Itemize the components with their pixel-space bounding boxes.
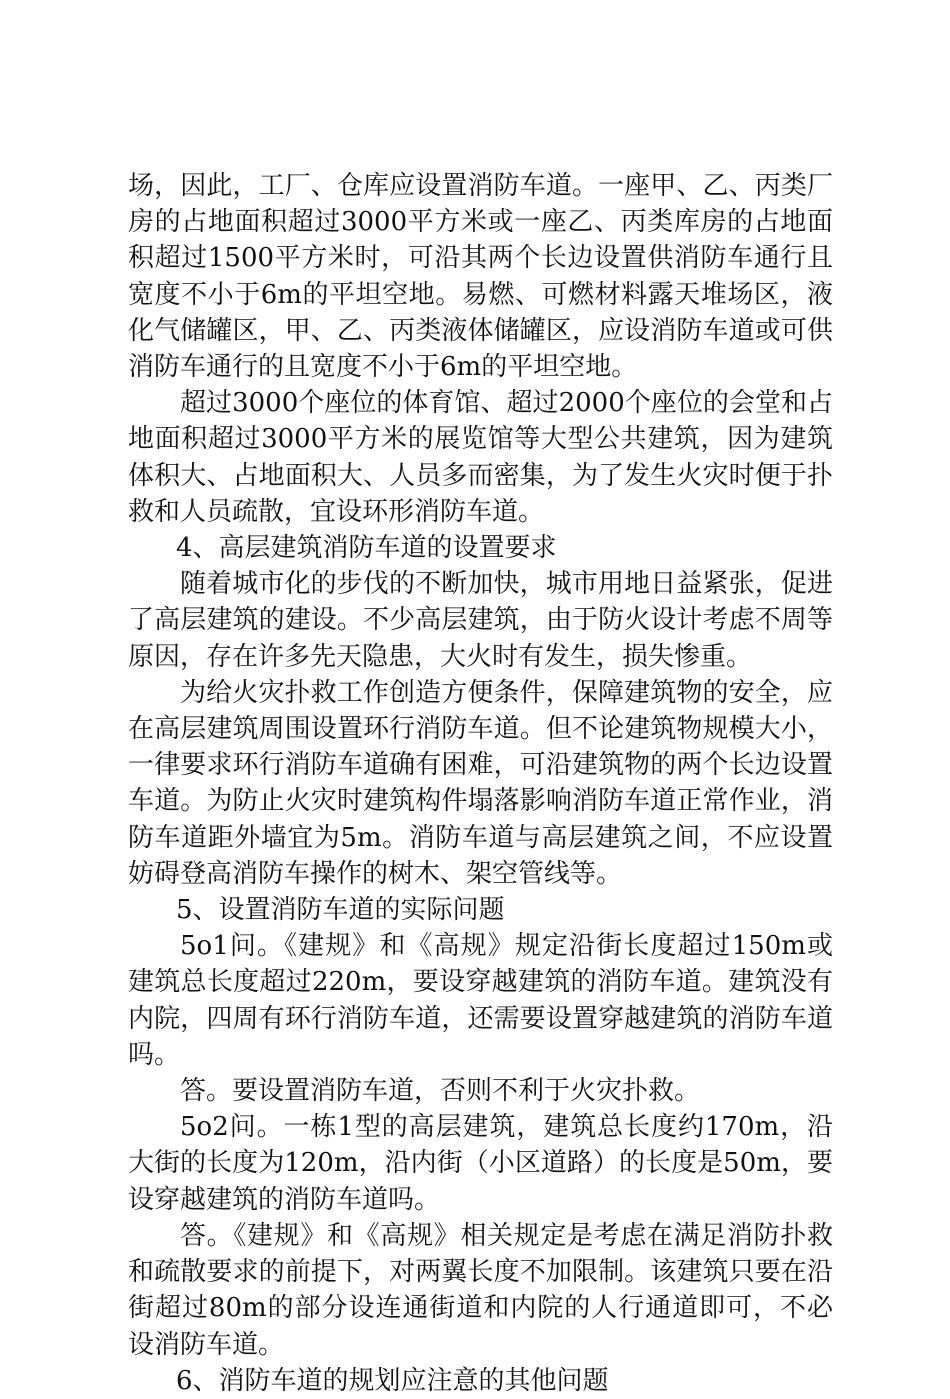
document-page: [128, 168, 833, 1399]
paragraph-question-5-2: 5o2问。一栋1型的高层建筑，建筑总长度约170m，沿大街的长度为120m，沿内街（小区道路）的长度是50m，要设穿越建筑的消防车道吗。: [128, 1112, 833, 1215]
paragraph-public-building-ring-lanes: 超过3000个座位的体育馆、超过2000个座位的会堂和占地面积超过3000平方米的展览馆等大型公共建筑，因为建筑体积大、占地面积大、人员多而密集，为了发生火灾时便于扑救和人员疏散，宜设环形消防车道。: [128, 388, 833, 527]
section-heading-4: 4、高层建筑消防车道的设置要求: [176, 533, 557, 564]
section-heading-6: 6、消防车道的规划应注意的其他问题: [176, 1365, 609, 1396]
paragraph-question-5-1: 5o1问。《建规》和《高规》规定沿街长度超过150m或建筑总长度超过220m，要设穿越建筑的消防车道。建筑没有内院，四周有环行消防车道，还需要设置穿越建筑的消防车道吗。: [128, 931, 833, 1070]
paragraph-urbanization: 随着城市化的步伐的不断加快，城市用地日益紧张，促进了高层建筑的建设。不少高层建筑，由于防火设计考虑不周等原因，存在许多先天隐患，大火时有发生，损失惨重。: [128, 569, 833, 672]
paragraph-industrial-fire-lanes: 场，因此，工厂、仓库应设置消防车道。一座甲、乙、丙类厂房的占地面积超过3000平方米或一座乙、丙类库房的占地面积超过1500平方米时，可沿其两个长边设置供消防车通行且宽度不小于6m的平坦空地。易燃、可燃材料露天堆场区，液化气储罐区，甲、乙、丙类液体储罐区，应设消防车道或可供消防车通行的且宽度不小于6m的平坦空地。: [128, 171, 833, 383]
paragraph-high-rise-ring-lanes: 为给火灾扑救工作创造方便条件，保障建筑物的安全，应在高层建筑周围设置环行消防车道。但不论建筑物规模大小，一律要求环行消防车道确有困难，可沿建筑物的两个长边设置车道。为防止火灾时建筑构件塌落影响消防车道正常作业，消防车道距外墙宜为5m。消防车道与高层建筑之间，不应设置妨碍登高消防车操作的树木、架空管线等。: [128, 677, 833, 889]
section-heading-5: 5、设置消防车道的实际问题: [176, 895, 505, 926]
paragraph-answer-5-1: 答。要设置消防车道，否则不利于火灾扑救。: [180, 1076, 701, 1107]
paragraph-answer-5-2: 答。《建规》和《高规》相关规定是考虑在满足消防扑救和疏散要求的前提下，对两翼长度不加限制。该建筑只要在沿街超过80m的部分设连通街道和内院的人行通道即可，不必设消防车道。: [128, 1220, 833, 1360]
